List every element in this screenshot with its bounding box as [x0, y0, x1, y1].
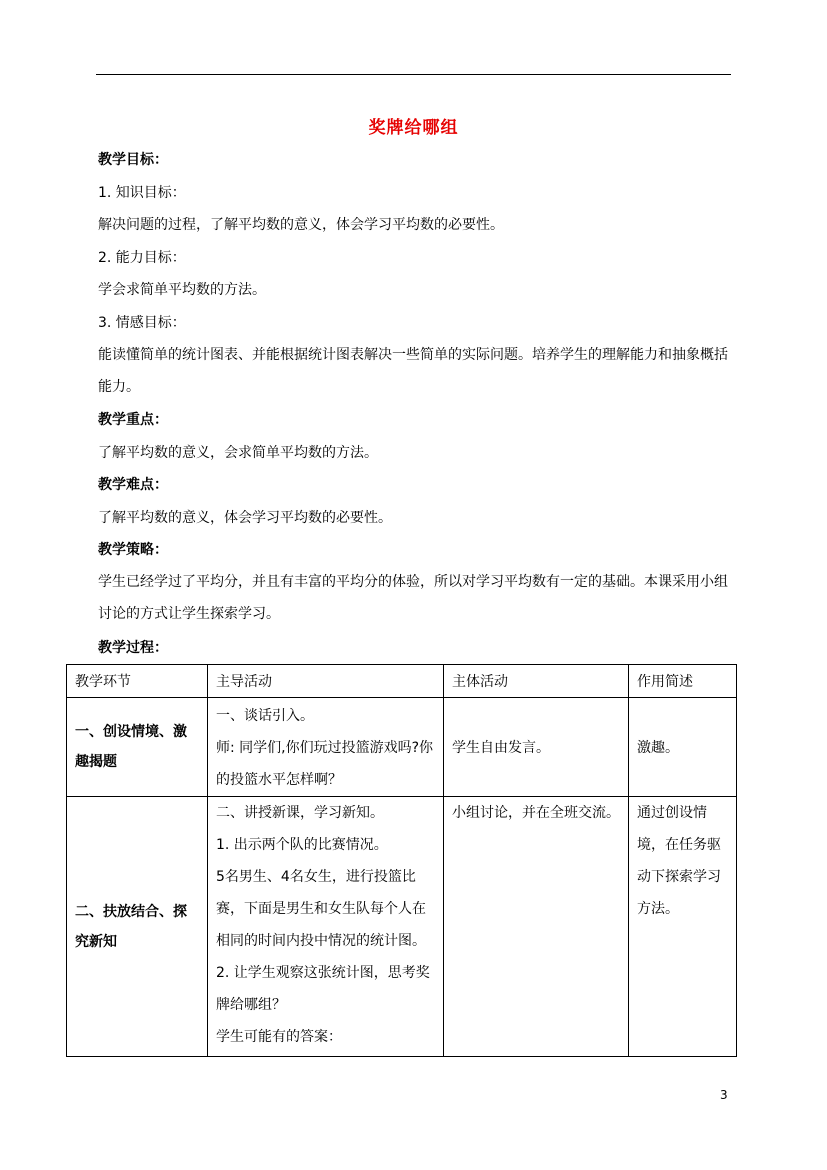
table-row — [67, 698, 737, 797]
strategy-text: 学生已经学过了平均分，并且有丰富的平均分的体验，所以对学习平均数有一定的基础。本课采用小组讨论的方式让学生探索学习。 — [98, 574, 728, 622]
purpose-cell: 通过创设情境，在任务驱动下探索学习方法。 — [629, 797, 737, 1057]
lead-line: 学生可能有的答案： — [216, 1029, 342, 1045]
strategy-heading: 教学策略： — [98, 542, 168, 558]
lead-line: 一、谈话引入。 — [216, 708, 314, 724]
document-title: 奖牌给哪组 — [368, 118, 459, 138]
page-number: 3 — [720, 1088, 728, 1102]
table-row — [67, 797, 737, 1057]
process-heading: 教学过程： — [98, 640, 168, 656]
student-activity-cell: 学生自由发言。 — [444, 698, 629, 797]
header-rule — [96, 74, 731, 75]
header-cell: 作用简述 — [629, 665, 737, 698]
stage-cell: 一、创设情境、激趣揭题 — [67, 698, 208, 797]
header-cell: 主体活动 — [444, 665, 629, 698]
difficulty-heading: 教学难点： — [98, 477, 168, 493]
difficulty-text: 了解平均数的意义，体会学习平均数的必要性。 — [98, 510, 392, 526]
key-heading: 教学重点： — [98, 412, 168, 428]
stage-cell: 二、扶放结合、探究新知 — [67, 797, 208, 1057]
goal3-label: 3. 情感目标： — [98, 315, 186, 331]
teaching-process-table — [66, 664, 737, 1057]
lead-line: 1. 出示两个队的比赛情况。 — [216, 837, 388, 853]
goal1-label: 1. 知识目标： — [98, 185, 186, 201]
student-activity-cell: 小组讨论，并在全班交流。 — [444, 797, 629, 1057]
lead-line: 师: 同学们,你们玩过投篮游戏吗?你的投篮水平怎样啊？ — [216, 740, 434, 788]
goal1-text: 解决问题的过程，了解平均数的意义，体会学习平均数的必要性。 — [98, 217, 504, 233]
header-cell: 教学环节 — [67, 665, 208, 698]
table-header-row — [67, 665, 737, 698]
goal2-label: 2. 能力目标： — [98, 250, 186, 266]
header-cell: 主导活动 — [208, 665, 444, 698]
lead-line: 二、讲授新课，学习新知。 — [216, 805, 384, 821]
key-text: 了解平均数的意义，会求简单平均数的方法。 — [98, 445, 378, 461]
lead-activity-cell — [208, 698, 444, 797]
lead-line: 2. 让学生观察这张统计图，思考奖牌给哪组？ — [216, 965, 430, 1013]
purpose-cell: 激趣。 — [629, 698, 737, 797]
goals-heading: 教学目标： — [98, 152, 168, 168]
lead-activity-cell — [208, 797, 444, 1057]
lead-line: 5名男生、4名女生，进行投篮比赛，下面是男生和女生队每个人在相同的时间内投中情况的统计图。 — [216, 869, 426, 949]
goal2-text: 学会求简单平均数的方法。 — [98, 282, 266, 298]
goal3-text: 能读懂简单的统计图表、并能根据统计图表解决一些简单的实际问题。培养学生的理解能力和抽象概括能力。 — [98, 347, 728, 395]
